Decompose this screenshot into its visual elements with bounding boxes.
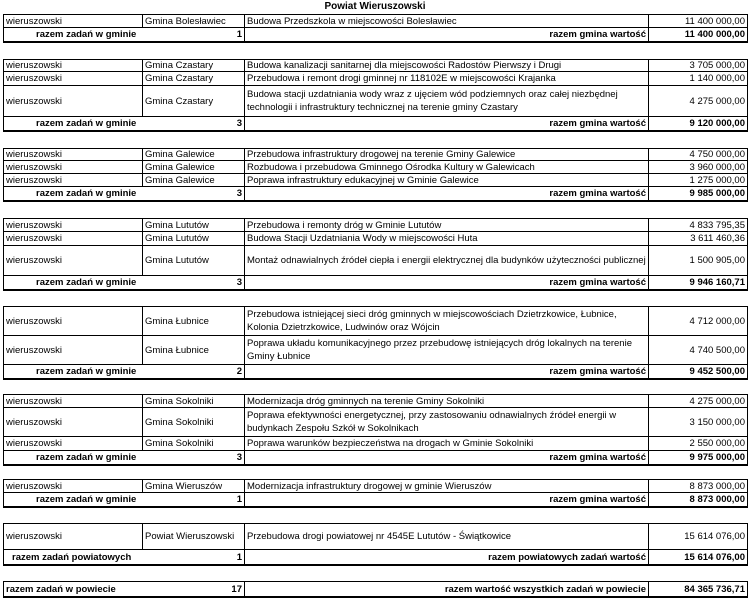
summary-row (3, 365, 748, 380)
amount-cell: 2 550 000,00 (689, 438, 745, 449)
powiat-cell: wieruszowski (4, 307, 143, 335)
summary-count: 1 (236, 494, 242, 505)
summary-value: 9 985 000,00 (689, 188, 745, 199)
task-cell: Rozbudowa i przebudowa Gminnego Ośrodka Kultury w Galewicach (245, 161, 649, 173)
powiat-cell: wieruszowski (4, 480, 143, 492)
gmina-cell: Gmina Lututów (143, 246, 245, 275)
summary-label: razem zadań w gminie (36, 494, 137, 505)
table-row (3, 86, 748, 117)
table-row (3, 246, 748, 276)
powiat-cell: wieruszowski (4, 246, 143, 275)
gmina-block-boleslawiec (3, 14, 748, 43)
task-cell: Budowa kanalizacji sanitarnej dla miejscowości Radostów Pierwszy i Drugi (245, 60, 649, 71)
total-value-label: razem wartość wszystkich zadań w powiecie (245, 582, 649, 596)
summary-count-cell (4, 28, 245, 41)
gmina-cell: Gmina Lututów (143, 232, 245, 245)
summary-count: 1 (236, 29, 242, 40)
table-row (3, 218, 748, 232)
total-count-cell (4, 582, 245, 596)
summary-value-label: razem gmina wartość (245, 187, 649, 200)
summary-value-label: razem gmina wartość (245, 28, 649, 41)
gmina-cell: Gmina Galewice (143, 161, 245, 173)
summary-value: 9 975 000,00 (689, 452, 745, 463)
powiat-cell: wieruszowski (4, 395, 143, 407)
amount-cell: 11 400 000,00 (684, 15, 745, 27)
summary-count-cell (4, 117, 245, 130)
powiat-block (3, 523, 748, 566)
task-cell: Poprawa efektywności energetycznej, przy zastosowaniu odnawialnych źródeł energii w budynkach Zespołu Szkół w Sokolnikach (245, 408, 649, 436)
gmina-cell: Gmina Lututów (143, 219, 245, 231)
powiat-cell: wieruszowski (4, 408, 143, 436)
amount-cell: 15 614 076,00 (684, 531, 745, 542)
task-cell: Budowa stacji uzdatniania wody wraz z ujęciem wód podziemnych oraz całej niezbędnej technologii i infrastruktury technicznej na terenie gminy Czastary (245, 86, 649, 116)
amount-cell: 3 150 000,00 (689, 416, 745, 428)
amount-cell: 4 750 000,00 (689, 149, 745, 160)
summary-row (3, 550, 748, 566)
summary-row (3, 451, 748, 466)
summary-value: 9 120 000,00 (689, 118, 745, 129)
summary-count: 3 (236, 118, 242, 129)
gmina-cell: Gmina Galewice (143, 174, 245, 186)
powiat-cell: wieruszowski (4, 86, 143, 116)
summary-count-cell (4, 493, 245, 506)
powiat-cell: wieruszowski (4, 232, 143, 245)
summary-value: 15 614 076,00 (684, 551, 745, 563)
summary-value: 8 873 000,00 (689, 494, 745, 505)
table-row (3, 59, 748, 72)
table-row (3, 479, 748, 493)
amount-cell: 1 275 000,00 (689, 174, 745, 186)
powiat-cell: wieruszowski (4, 219, 143, 231)
summary-value-label: razem gmina wartość (245, 493, 649, 506)
task-cell: Przebudowa istniejącej sieci dróg gminnych w miejscowościach Dzietrzkowice, Łubnice, Kolonia Dzietrzkowice, Ludwinów oraz Wójcin (245, 307, 649, 335)
amount-cell: 4 740 500,00 (689, 344, 745, 356)
table-row (3, 306, 748, 336)
summary-count-cell (4, 365, 245, 378)
grand-total-row (3, 581, 748, 598)
summary-count: 3 (236, 277, 242, 288)
powiat-cell: wieruszowski (4, 174, 143, 186)
table-row (3, 523, 748, 550)
summary-row (3, 28, 748, 43)
gmina-cell: Gmina Sokolniki (143, 395, 245, 407)
amount-cell: 4 712 000,00 (689, 315, 745, 327)
summary-label: razem zadań w gminie (36, 366, 137, 377)
powiat-cell: wieruszowski (4, 437, 143, 450)
gmina-cell: Gmina Sokolniki (143, 408, 245, 436)
grand-total-block (3, 581, 748, 598)
task-cell: Modernizacja dróg gminnych na terenie Gminy Sokolniki (245, 395, 649, 407)
table-row (3, 336, 748, 365)
table-row (3, 232, 748, 246)
gmina-cell: Gmina Bolesławiec (143, 15, 245, 27)
gmina-cell: Gmina Łubnice (143, 307, 245, 335)
summary-value-label: razem gmina wartość (245, 276, 649, 289)
summary-row (3, 117, 748, 132)
summary-label: razem zadań powiatowych (12, 551, 132, 563)
summary-value-label: razem gmina wartość (245, 451, 649, 464)
gmina-block-galewice (3, 148, 748, 202)
summary-value-label: razem gmina wartość (245, 365, 649, 378)
summary-row (3, 493, 748, 508)
task-cell: Przebudowa drogi powiatowej nr 4545E Lututów - Świątkowice (245, 524, 649, 549)
gmina-block-czastary (3, 59, 748, 132)
summary-count: 3 (236, 188, 242, 199)
summary-value-label: razem powiatowych zadań wartość (245, 550, 649, 564)
table-row (3, 161, 748, 174)
amount-cell: 3 960 000,00 (689, 161, 745, 173)
summary-value-label: razem gmina wartość (245, 117, 649, 130)
gmina-cell: Powiat Wieruszowski (143, 524, 245, 549)
total-label: razem zadań w powiecie (6, 583, 116, 595)
task-cell: Poprawa infrastruktury edukacyjnej w Gminie Galewice (245, 174, 649, 186)
task-cell: Przebudowa infrastruktury drogowej na terenie Gminy Galewice (245, 149, 649, 160)
gmina-cell: Gmina Łubnice (143, 336, 245, 364)
amount-cell: 1 140 000,00 (689, 73, 745, 84)
summary-label: razem zadań w gminie (36, 29, 137, 40)
total-count: 17 (231, 583, 242, 595)
summary-label: razem zadań w gminie (36, 118, 137, 129)
table-row (3, 72, 748, 86)
powiat-cell: wieruszowski (4, 149, 143, 160)
powiat-cell: wieruszowski (4, 72, 143, 85)
gmina-block-sokolniki (3, 394, 748, 466)
table-row (3, 394, 748, 408)
gmina-cell: Gmina Czastary (143, 86, 245, 116)
task-cell: Poprawa warunków bezpieczeństwa na drogach w Gminie Sokolniki (245, 437, 649, 450)
task-cell: Przebudowa i remont drogi gminnej nr 118102E w miejscowości Krajanka (245, 72, 649, 85)
amount-cell: 4 833 795,35 (689, 219, 745, 231)
summary-label: razem zadań w gminie (36, 452, 137, 463)
powiat-cell: wieruszowski (4, 336, 143, 364)
total-value: 84 365 736,71 (684, 583, 745, 595)
task-cell: Przebudowa i remonty dróg w Gminie Lututów (245, 219, 649, 231)
powiat-cell: wieruszowski (4, 60, 143, 71)
amount-cell: 8 873 000,00 (689, 480, 745, 492)
table-row (3, 408, 748, 437)
summary-count-cell (4, 451, 245, 464)
summary-count: 3 (236, 452, 242, 463)
gmina-block-wieruszow (3, 479, 748, 508)
amount-cell: 4 275 000,00 (689, 395, 745, 407)
amount-cell: 3 705 000,00 (689, 60, 745, 71)
summary-label: razem zadań w gminie (36, 277, 137, 288)
task-cell: Budowa Stacji Uzdatniania Wody w miejscowości Huta (245, 232, 649, 245)
task-cell: Budowa Przedszkola w miejscowości Bolesławiec (245, 15, 649, 27)
summary-row (3, 187, 748, 202)
table-row (3, 148, 748, 161)
summary-value: 11 400 000,00 (684, 29, 745, 40)
summary-value: 9 452 500,00 (689, 366, 745, 377)
amount-cell: 4 275 000,00 (689, 95, 745, 107)
summary-value: 9 946 160,71 (689, 277, 745, 288)
summary-count-cell (4, 276, 245, 289)
task-cell: Modernizacja infrastruktury drogowej w gminie Wieruszów (245, 480, 649, 492)
powiat-cell: wieruszowski (4, 161, 143, 173)
amount-cell: 1 500 905,00 (689, 255, 745, 266)
gmina-cell: Gmina Sokolniki (143, 437, 245, 450)
gmina-cell: Gmina Czastary (143, 60, 245, 71)
summary-count: 2 (236, 366, 242, 377)
task-cell: Montaż odnawialnych źródeł ciepła i energii elektrycznej dla budynków użyteczności publicznej (245, 246, 649, 275)
summary-count-cell (4, 550, 245, 564)
table-row (3, 14, 748, 28)
summary-label: razem zadań w gminie (36, 188, 137, 199)
gmina-block-lututow (3, 218, 748, 291)
summary-count-cell (4, 187, 245, 200)
gmina-cell: Gmina Galewice (143, 149, 245, 160)
powiat-cell: wieruszowski (4, 15, 143, 27)
gmina-cell: Gmina Wieruszów (143, 480, 245, 492)
table-row (3, 437, 748, 451)
page-title: Powiat Wieruszowski (324, 1, 426, 12)
summary-count: 1 (236, 551, 242, 563)
summary-row (3, 276, 748, 291)
table-row (3, 174, 748, 187)
amount-cell: 3 611 460,36 (690, 233, 745, 244)
task-cell: Poprawa układu komunikacyjnego przez przebudowę istniejących dróg lokalnych na terenie Gminy Łubnice (245, 336, 649, 364)
powiat-cell: wieruszowski (4, 524, 143, 549)
gmina-block-lubnice (3, 306, 748, 380)
gmina-cell: Gmina Czastary (143, 72, 245, 85)
